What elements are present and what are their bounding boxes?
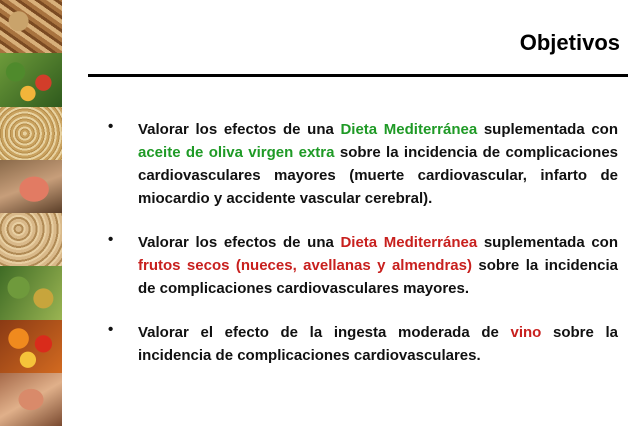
bullet-icon: • (108, 231, 114, 248)
highlight-olive-oil: aceite de oliva virgen extra (138, 144, 335, 161)
bullet-icon: • (108, 321, 114, 338)
slide-title: Objetivos (519, 30, 620, 55)
fruits-vegetables-icon (0, 53, 62, 106)
objective-item (108, 321, 618, 367)
objective-item (108, 231, 618, 300)
citrus-fruits-icon (0, 320, 62, 373)
objective-text: Valorar el efecto de la ingesta moderada de vino sobre la incidencia de complicaciones cardiovasculares. (138, 324, 618, 364)
highlight-wine: vino (510, 324, 542, 341)
shellfish-icon (0, 373, 62, 426)
olives-vegetables-icon (0, 266, 62, 319)
objective-text: Valorar los efectos de una Dieta Mediterránea suplementada con frutos secos (nueces, avellanas y almendras) sobre la incidencia de complicaciones cardiovasculares mayores. (138, 234, 618, 297)
food-image-strip (0, 0, 62, 426)
grains-icon (0, 107, 62, 160)
title-divider (88, 74, 628, 77)
highlight-nuts: frutos secos (nueces, avellanas y almendras) (138, 257, 472, 274)
highlight-diet: Dieta Mediterránea (340, 121, 478, 138)
objective-item (108, 118, 618, 210)
fish-icon (0, 160, 62, 213)
legumes-icon (0, 213, 62, 266)
pine-cone-icon (0, 0, 62, 53)
bullet-icon: • (108, 118, 114, 135)
highlight-diet: Dieta Mediterránea (340, 234, 478, 251)
objectives-list (108, 118, 618, 367)
objective-text: Valorar los efectos de una Dieta Mediterránea suplementada con aceite de oliva virgen extra sobre la incidencia de complicaciones cardiovasculares mayores (muerte cardiovascular, infarto de miocardio y accidente vascular cerebral). (138, 121, 619, 207)
